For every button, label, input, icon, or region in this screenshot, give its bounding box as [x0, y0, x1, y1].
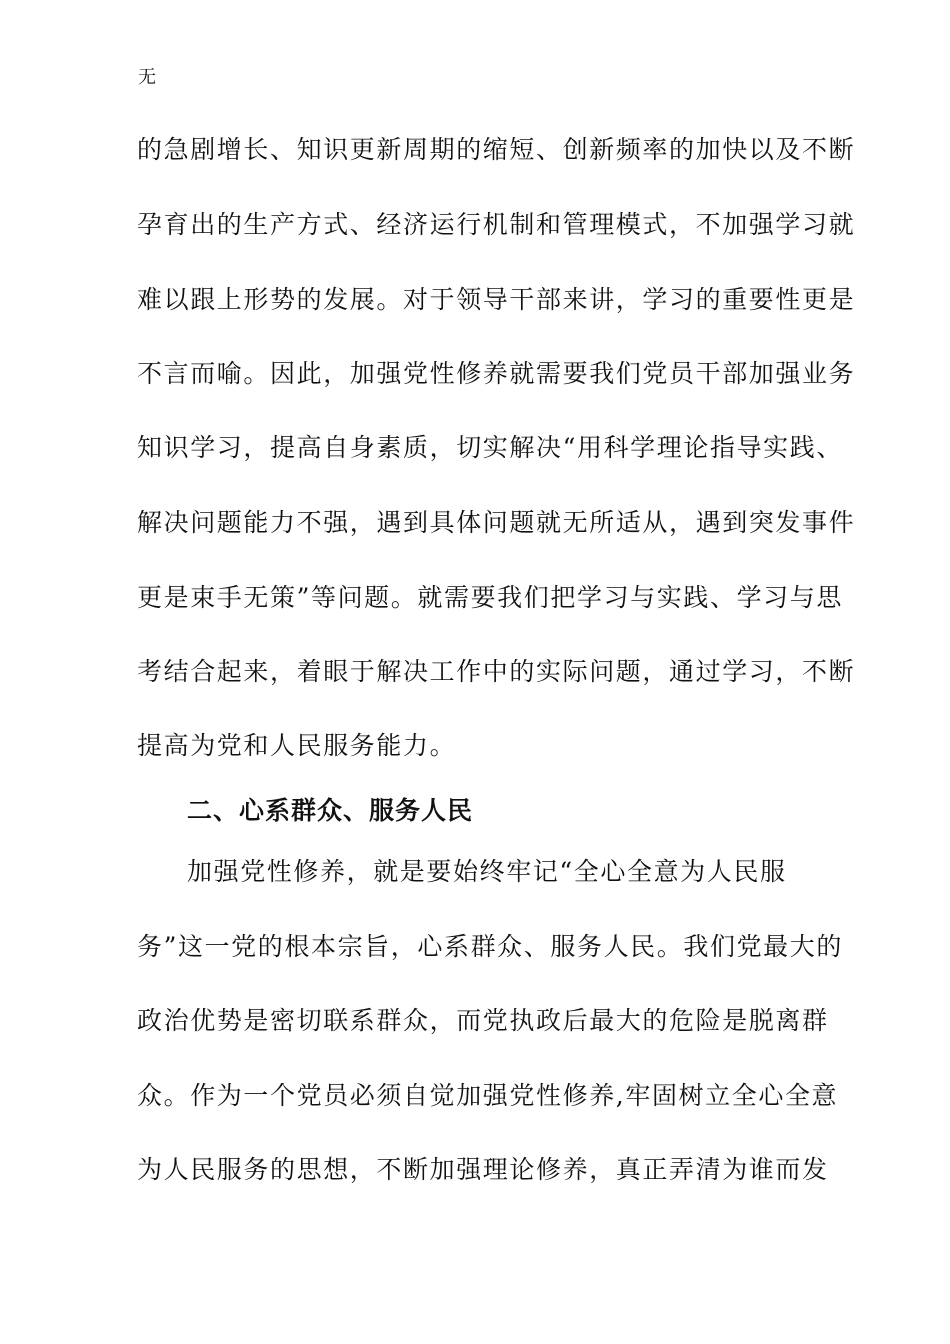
paragraph-line: 更是束手无策”等问题。就需要我们把学习与实践、学习与思 [137, 583, 843, 612]
paragraph-line: 难以跟上形势的发展。对于领导干部来讲，学习的重要性更是 [137, 285, 856, 314]
paragraph-line: 政治优势是密切联系群众，而党执政后最大的危险是脱离群 [137, 1006, 829, 1035]
section-heading: 二、心系群众、服务人民 [187, 796, 474, 825]
page-header-char: 无 [138, 67, 156, 88]
paragraph-line: 的急剧增长、知识更新周期的缩短、创新频率的加快以及不断 [137, 135, 856, 164]
paragraph-line: 解决问题能力不强，遇到具体问题就无所适从，遇到突发事件 [137, 508, 856, 537]
paragraph-line: 为人民服务的思想，不断加强理论修养，真正弄清为谁而发 [137, 1155, 829, 1184]
paragraph-line: 考结合起来，着眼于解决工作中的实际问题，通过学习，不断 [137, 657, 856, 686]
paragraph-line: 不言而喻。因此，加强党性修养就需要我们党员干部加强业务 [137, 359, 856, 388]
paragraph-line: 众。作为一个党员必须自觉加强党性修养,牢固树立全心全意 [137, 1081, 839, 1110]
paragraph-line: 务”这一党的根本宗旨，心系群众、服务人民。我们党最大的 [137, 932, 843, 961]
paragraph-line-indented: 加强党性修养，就是要始终牢记“全心全意为人民服 [187, 857, 787, 886]
paragraph-line: 孕育出的生产方式、经济运行机制和管理模式，不加强学习就 [137, 210, 856, 239]
paragraph-line: 知识学习，提高自身素质，切实解决“用科学理论指导实践、 [137, 433, 843, 462]
paragraph-line: 提高为党和人民服务能力。 [137, 731, 457, 760]
